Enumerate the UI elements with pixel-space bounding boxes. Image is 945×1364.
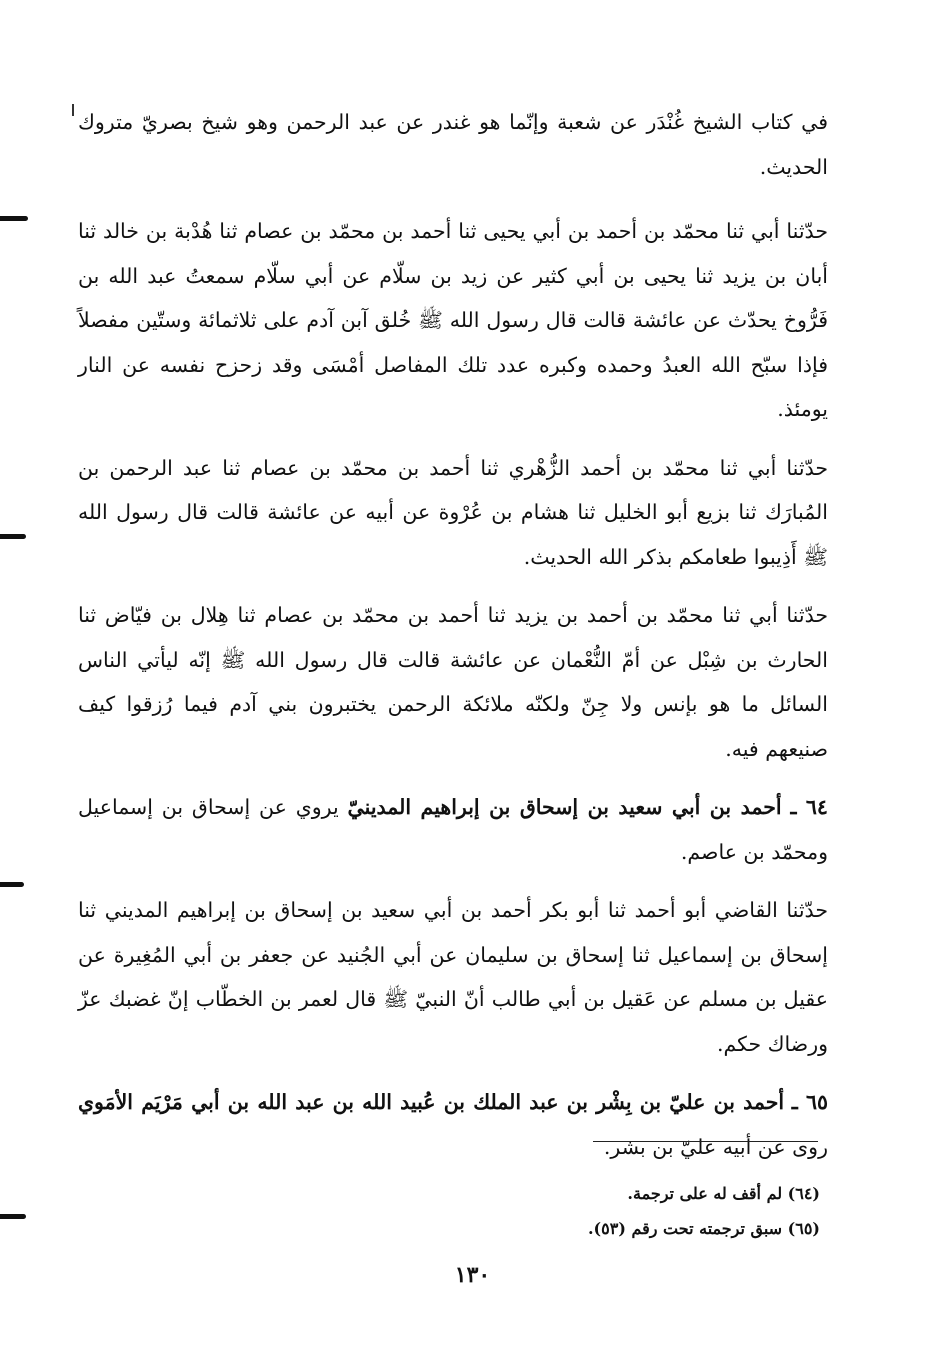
scan-edge-mark — [0, 216, 28, 221]
footnote: (٦٤) لم أقف له على ترجمة. — [627, 1184, 820, 1203]
entry-text: روى عن أبيه عليّ بن بشر. — [603, 1134, 828, 1159]
footnote-divider — [593, 1141, 818, 1142]
entry-number: ٦٤ ـ — [790, 795, 828, 819]
entry-heading: أحمد بن عليّ بن بِشْر بن عبد الملك بن عُبيد الله بن عبد الله بن أبي مَرْيَم الأمَوي — [78, 1090, 785, 1114]
paragraph: في كتاب الشيخ غُنْدَر عن شعبة وإنّما هو غندر عن عبد الرحمن وهو شيخ بصريّ متروك الحديث. — [78, 110, 828, 179]
page-number: ١٣٠ — [454, 1262, 491, 1288]
footnotes — [540, 1176, 820, 1246]
entry-65 — [78, 1080, 828, 1169]
scan-edge-mark — [0, 1214, 26, 1219]
entry-64 — [78, 785, 828, 874]
entry-heading: أحمد بن أبي سعيد بن إسحاق بن إبراهيم المدينيّ — [347, 795, 782, 819]
footnote: (٦٥) سبق ترجمته تحت رقم (٥٣). — [587, 1219, 820, 1238]
scan-edge-mark — [0, 882, 24, 887]
paragraph: حدّثنا القاضي أبو أحمد ثنا أبو بكر أحمد بن أبي سعيد بن إسحاق بن إبراهيم المديني ثنا إسحاق بن إسماعيل ثنا إسحاق بن سليمان عن أبي الجُنيد عن جعفر بن أبي المُغِيرة عن عقيل بن مسلم عن عَقيل بن أبي طالب أنّ النبيّ ﷺ قال لعمر بن الخطّاب إنّ غضبك عزّ ورضاك حكم. — [78, 898, 828, 1056]
paragraph: حدّثنا أبي ثنا محمّد بن أحمد الزُّهْري ثنا أحمد بن محمّد بن عصام ثنا عبد الرحمن بن المُبارَك ثنا بزيع أبو الخليل ثنا هشام بن عُرْوة عن أبيه عن عائشة قالت قال رسول الله ﷺ أَذِيبوا طعامكم بذكر الله الحديث. — [78, 455, 828, 569]
scan-edge-mark — [0, 534, 26, 539]
main-text — [78, 100, 828, 1183]
paragraph: حدّثنا أبي ثنا محمّد بن أحمد بن أبي يحيى ثنا أحمد بن محمّد بن عصام ثنا هُدْبة بن خالد ثنا أبان بن يزيد ثنا يحيى بن أبي كثير عن زيد بن سلّام عن أبي سلّام سمعتُ عبد الله بن فَرُّوخ يحدّث عن عائشة قالت قال رسول الله ﷺ خُلق آبن آدم على ثلاثمائة وستّين مفصلاً فإذا سبّح الله العبدُ وحمده وكبره عدد تلك المفاصل أمْسَى وقد زحزح نفسه عن النار يومئذ. — [78, 219, 828, 421]
entry-text: يروي عن إسحاق بن إسماعيل ومحمّد بن عاصم. — [78, 795, 828, 864]
entry-number: ٦٥ ـ — [791, 1090, 828, 1114]
scan-speck — [72, 104, 74, 116]
paragraph: حدّثنا أبي ثنا محمّد بن أحمد بن يزيد ثنا أحمد بن محمّد بن عصام ثنا هِلال بن فيّاض ثنا الحارث بن شِبْل عن أمّ النُّعْمان عن عائشة قالت قال رسول الله ﷺ إنّه ليأتي الناس السائل ما هو بإنس ولا جِنّ ولكنّه ملائكة الرحمن يختبرون بني آدم فيما رُزقوا كيف صنيعهم فيه. — [78, 603, 828, 761]
